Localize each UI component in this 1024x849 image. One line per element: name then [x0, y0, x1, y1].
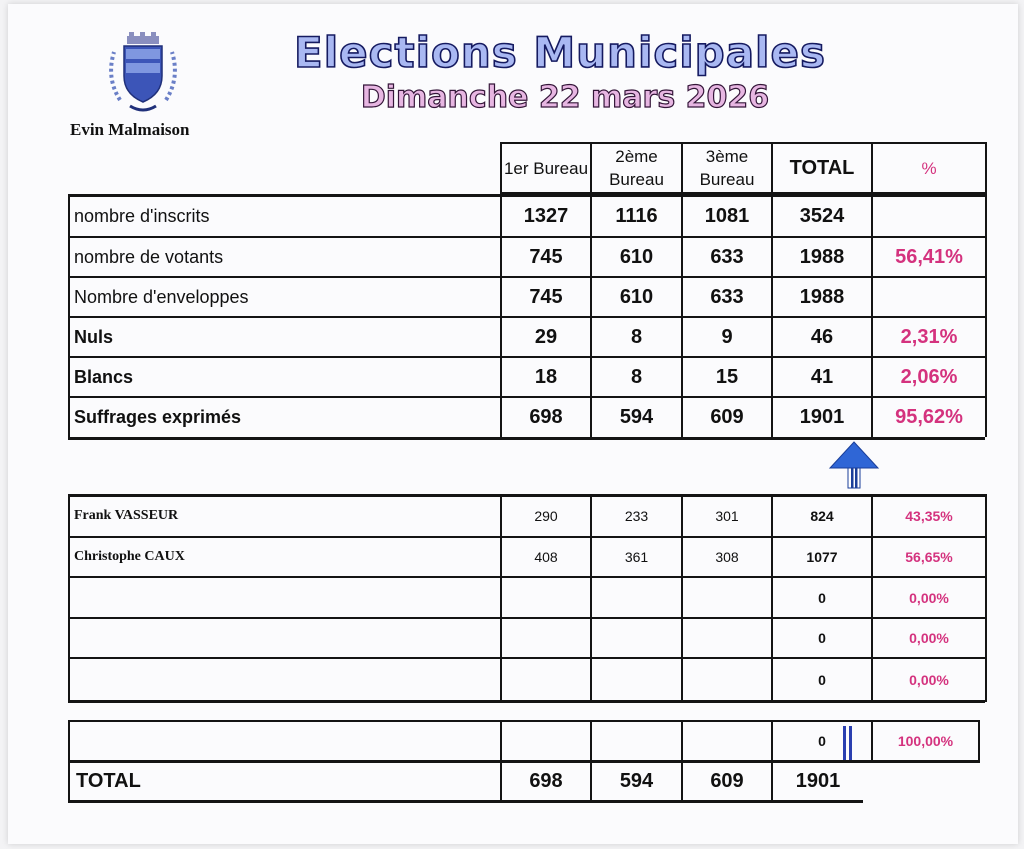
row-label: Nuls	[74, 326, 114, 347]
cell-b1	[502, 578, 590, 617]
cell-total: 46	[810, 325, 834, 348]
cell-b3	[683, 619, 771, 657]
cell-pct: 56,41%	[895, 245, 963, 268]
table-rule	[68, 762, 70, 802]
cell-b1: 745	[529, 245, 563, 268]
cell-b3: 15	[715, 365, 739, 388]
table-rule	[68, 437, 985, 440]
header-total: TOTAL	[789, 156, 855, 179]
header-bureau-3: 3ème Bureau	[699, 147, 755, 189]
cell-b2: 233	[624, 508, 649, 524]
cell-total: 41	[810, 365, 834, 388]
cell-pct: 2,06%	[900, 365, 958, 388]
cell-b2: 361	[624, 549, 649, 565]
table-rule	[68, 700, 985, 703]
municipal-coat-of-arms-icon	[100, 30, 186, 116]
table-rule	[985, 194, 987, 437]
cell-b2: 610	[619, 285, 654, 308]
cell-b1: 745	[529, 285, 563, 308]
page-subtitle: Dimanche 22 mars 2026	[360, 80, 770, 115]
table-rule	[590, 720, 592, 762]
cell-b1: 1327	[523, 204, 569, 227]
table-rule	[681, 720, 683, 762]
cell-b2: 1116	[615, 204, 658, 227]
cell-b1: 18	[534, 365, 558, 388]
cell-total: 1901	[799, 406, 845, 428]
cell-b1: 29	[534, 325, 558, 348]
page-title: Elections Municipales	[294, 28, 826, 77]
city-name: Evin Malmaison	[70, 120, 190, 139]
cell-b3: 1081	[704, 204, 750, 227]
cell-b3: 633	[710, 285, 744, 308]
cell-b3	[683, 578, 771, 617]
cell-b3: 308	[715, 549, 739, 565]
cell-b3: 301	[715, 508, 739, 524]
cell-pct: 0,00%	[909, 589, 949, 606]
cell-total: 1077	[806, 549, 838, 565]
cell-b2: 8	[630, 365, 643, 388]
cell-b2	[592, 659, 681, 700]
cell-b1	[502, 619, 590, 657]
cell-total: 1988	[799, 285, 845, 308]
cell-b3: 633	[710, 245, 744, 268]
total-b2: 594	[619, 770, 654, 792]
cell-total: 3524	[799, 204, 845, 227]
table-rule	[985, 142, 987, 194]
row-label: Suffrages exprimés	[74, 407, 242, 427]
cell-total: 0	[818, 671, 826, 688]
cell-pct	[873, 278, 985, 316]
cell-b2: 8	[630, 325, 643, 348]
cell-b2	[592, 619, 681, 657]
total-b3: 609	[710, 770, 744, 792]
candidate-name	[70, 619, 504, 657]
cell-pct: 56,65%	[905, 549, 953, 565]
cell-pct: 43,35%	[905, 508, 953, 524]
cell-total: 824	[810, 508, 834, 524]
cell-total: 0	[818, 589, 826, 606]
row-label: nombre d'inscrits	[74, 205, 210, 226]
table-rule	[978, 720, 980, 762]
cell-pct: 0,00%	[909, 630, 949, 646]
check-pct: 100,00%	[897, 733, 954, 749]
candidate-name	[70, 578, 504, 617]
cell-b2	[592, 578, 681, 617]
cell-pct	[873, 196, 985, 236]
table-rule	[68, 800, 863, 803]
cell-b2: 610	[619, 245, 654, 268]
header-bureau-1: 1er Bureau	[503, 158, 589, 178]
cell-b3	[683, 659, 771, 700]
candidate-name: Frank VASSEUR	[74, 508, 179, 523]
check-total: 0	[818, 733, 826, 749]
candidate-name	[70, 659, 504, 700]
row-label: Nombre d'enveloppes	[74, 286, 249, 307]
total-b1: 698	[529, 770, 563, 792]
table-rule	[68, 720, 70, 762]
row-label: nombre de votants	[74, 246, 224, 267]
up-arrow-icon	[828, 440, 880, 490]
candidate-name: Christophe CAUX	[74, 549, 185, 564]
table-rule	[500, 720, 502, 762]
header-percent: %	[921, 158, 937, 178]
total-total: 1901	[795, 770, 841, 792]
cell-b3: 9	[721, 325, 733, 348]
cell-pct: 95,62%	[895, 406, 963, 428]
cell-b1	[502, 659, 590, 700]
cell-b1: 408	[534, 549, 558, 565]
row-label: Blancs	[74, 366, 134, 387]
cell-b3: 609	[710, 406, 744, 428]
cell-total: 0	[818, 630, 826, 646]
cell-pct: 2,31%	[900, 325, 958, 348]
total-label: TOTAL	[76, 770, 141, 792]
cell-pct: 0,00%	[909, 671, 949, 688]
cell-b1: 290	[534, 508, 558, 524]
cell-total: 1988	[799, 245, 845, 268]
cell-b1: 698	[529, 406, 563, 428]
table-rule	[985, 494, 987, 702]
header-bureau-2: 2ème Bureau	[609, 147, 664, 189]
cell-b2: 594	[619, 406, 654, 428]
